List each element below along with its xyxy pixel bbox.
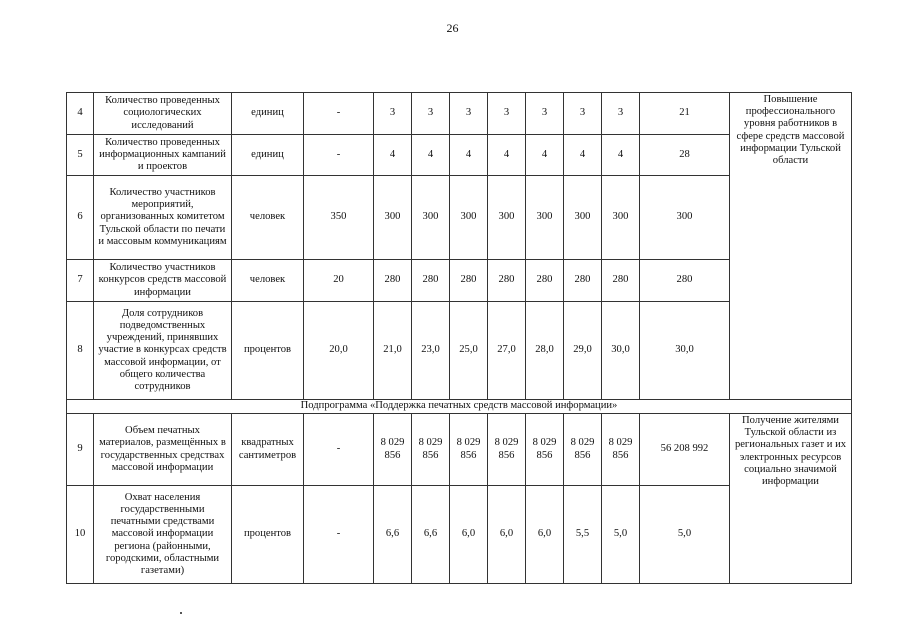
year-value-cell: 21,0 — [374, 302, 412, 400]
expected-result-cell: Повышение профессионального уровня работников в сфере средств массовой информации Тульской области — [730, 93, 852, 400]
year-value-cell: 280 — [602, 260, 640, 302]
indicator-name: Охват населения государственными печатными средствами массовой информации региона (районными, городскими, областными газетами) — [94, 486, 232, 584]
scan-speck — [180, 612, 182, 614]
year-value-cell: 29,0 — [564, 302, 602, 400]
year-value-cell: 8 029 856 — [488, 414, 526, 486]
year-value-cell: 4 — [412, 135, 450, 176]
row-number: 10 — [67, 486, 94, 584]
total-value-cell: 5,0 — [640, 486, 730, 584]
year-value-cell: 4 — [564, 135, 602, 176]
page-number: 26 — [446, 21, 459, 35]
unit-cell: единиц — [232, 93, 304, 135]
year-value-cell: 6,6 — [412, 486, 450, 584]
unit-cell: человек — [232, 176, 304, 260]
total-value-cell: 28 — [640, 135, 730, 176]
year-value-cell: 280 — [412, 260, 450, 302]
base-value-cell: - — [304, 93, 374, 135]
year-value-cell: 4 — [602, 135, 640, 176]
row-number: 7 — [67, 260, 94, 302]
unit-cell: квадратных сантиметров — [232, 414, 304, 486]
year-value-cell: 280 — [564, 260, 602, 302]
year-value-cell: 23,0 — [412, 302, 450, 400]
year-value-cell: 280 — [488, 260, 526, 302]
indicator-name: Количество проведенных информационных кампаний и проектов — [94, 135, 232, 176]
year-value-cell: 300 — [526, 176, 564, 260]
unit-cell: единиц — [232, 135, 304, 176]
year-value-cell: 8 029 856 — [374, 414, 412, 486]
subprogram-header-row — [67, 400, 852, 414]
total-value-cell: 300 — [640, 176, 730, 260]
total-value-cell: 21 — [640, 93, 730, 135]
year-value-cell: 8 029 856 — [526, 414, 564, 486]
base-value-cell: 350 — [304, 176, 374, 260]
row-number: 6 — [67, 176, 94, 260]
row-number: 4 — [67, 93, 94, 135]
year-value-cell: 300 — [488, 176, 526, 260]
year-value-cell: 4 — [374, 135, 412, 176]
year-value-cell: 300 — [450, 176, 488, 260]
year-value-cell: 3 — [488, 93, 526, 135]
year-value-cell: 8 029 856 — [450, 414, 488, 486]
table-row — [67, 93, 852, 135]
base-value-cell: - — [304, 414, 374, 486]
year-value-cell: 300 — [602, 176, 640, 260]
year-value-cell: 6,0 — [526, 486, 564, 584]
year-value-cell: 280 — [374, 260, 412, 302]
year-value-cell: 30,0 — [602, 302, 640, 400]
indicator-name: Объем печатных материалов, размещённых в государственных средствах массовой информации — [94, 414, 232, 486]
year-value-cell: 6,0 — [450, 486, 488, 584]
year-value-cell: 4 — [450, 135, 488, 176]
total-value-cell: 30,0 — [640, 302, 730, 400]
year-value-cell: 4 — [488, 135, 526, 176]
year-value-cell: 3 — [602, 93, 640, 135]
year-value-cell: 280 — [450, 260, 488, 302]
expected-result-cell: Получение жителями Тульской области из региональных газет и их электронных ресурсов социально значимой информации — [730, 414, 852, 584]
indicators-table — [66, 92, 852, 584]
year-value-cell: 5,0 — [602, 486, 640, 584]
subprogram-title: Подпрограмма «Поддержка печатных средств массовой информации» — [67, 400, 852, 414]
total-value-cell: 56 208 992 — [640, 414, 730, 486]
year-value-cell: 3 — [450, 93, 488, 135]
row-number: 5 — [67, 135, 94, 176]
year-value-cell: 6,0 — [488, 486, 526, 584]
year-value-cell: 300 — [412, 176, 450, 260]
year-value-cell: 4 — [526, 135, 564, 176]
year-value-cell: 3 — [526, 93, 564, 135]
total-value-cell: 280 — [640, 260, 730, 302]
unit-cell: человек — [232, 260, 304, 302]
year-value-cell: 27,0 — [488, 302, 526, 400]
indicator-name: Количество участников мероприятий, организованных комитетом Тульской области по печати и массовым коммуникациям — [94, 176, 232, 260]
base-value-cell: 20,0 — [304, 302, 374, 400]
unit-cell: процентов — [232, 302, 304, 400]
year-value-cell: 8 029 856 — [602, 414, 640, 486]
year-value-cell: 3 — [564, 93, 602, 135]
unit-cell: процентов — [232, 486, 304, 584]
year-value-cell: 3 — [412, 93, 450, 135]
base-value-cell: 20 — [304, 260, 374, 302]
year-value-cell: 6,6 — [374, 486, 412, 584]
base-value-cell: - — [304, 486, 374, 584]
year-value-cell: 3 — [374, 93, 412, 135]
year-value-cell: 280 — [526, 260, 564, 302]
base-value-cell: - — [304, 135, 374, 176]
indicator-name: Доля сотрудников подведомственных учреждений, принявших участие в конкурсах средств массовой информации, от общего количества сотрудников — [94, 302, 232, 400]
year-value-cell: 25,0 — [450, 302, 488, 400]
year-value-cell: 300 — [564, 176, 602, 260]
year-value-cell: 5,5 — [564, 486, 602, 584]
table-row — [67, 414, 852, 486]
indicator-name: Количество проведенных социологических исследований — [94, 93, 232, 135]
year-value-cell: 8 029 856 — [564, 414, 602, 486]
row-number: 9 — [67, 414, 94, 486]
indicator-name: Количество участников конкурсов средств массовой информации — [94, 260, 232, 302]
row-number: 8 — [67, 302, 94, 400]
year-value-cell: 300 — [374, 176, 412, 260]
year-value-cell: 28,0 — [526, 302, 564, 400]
year-value-cell: 8 029 856 — [412, 414, 450, 486]
